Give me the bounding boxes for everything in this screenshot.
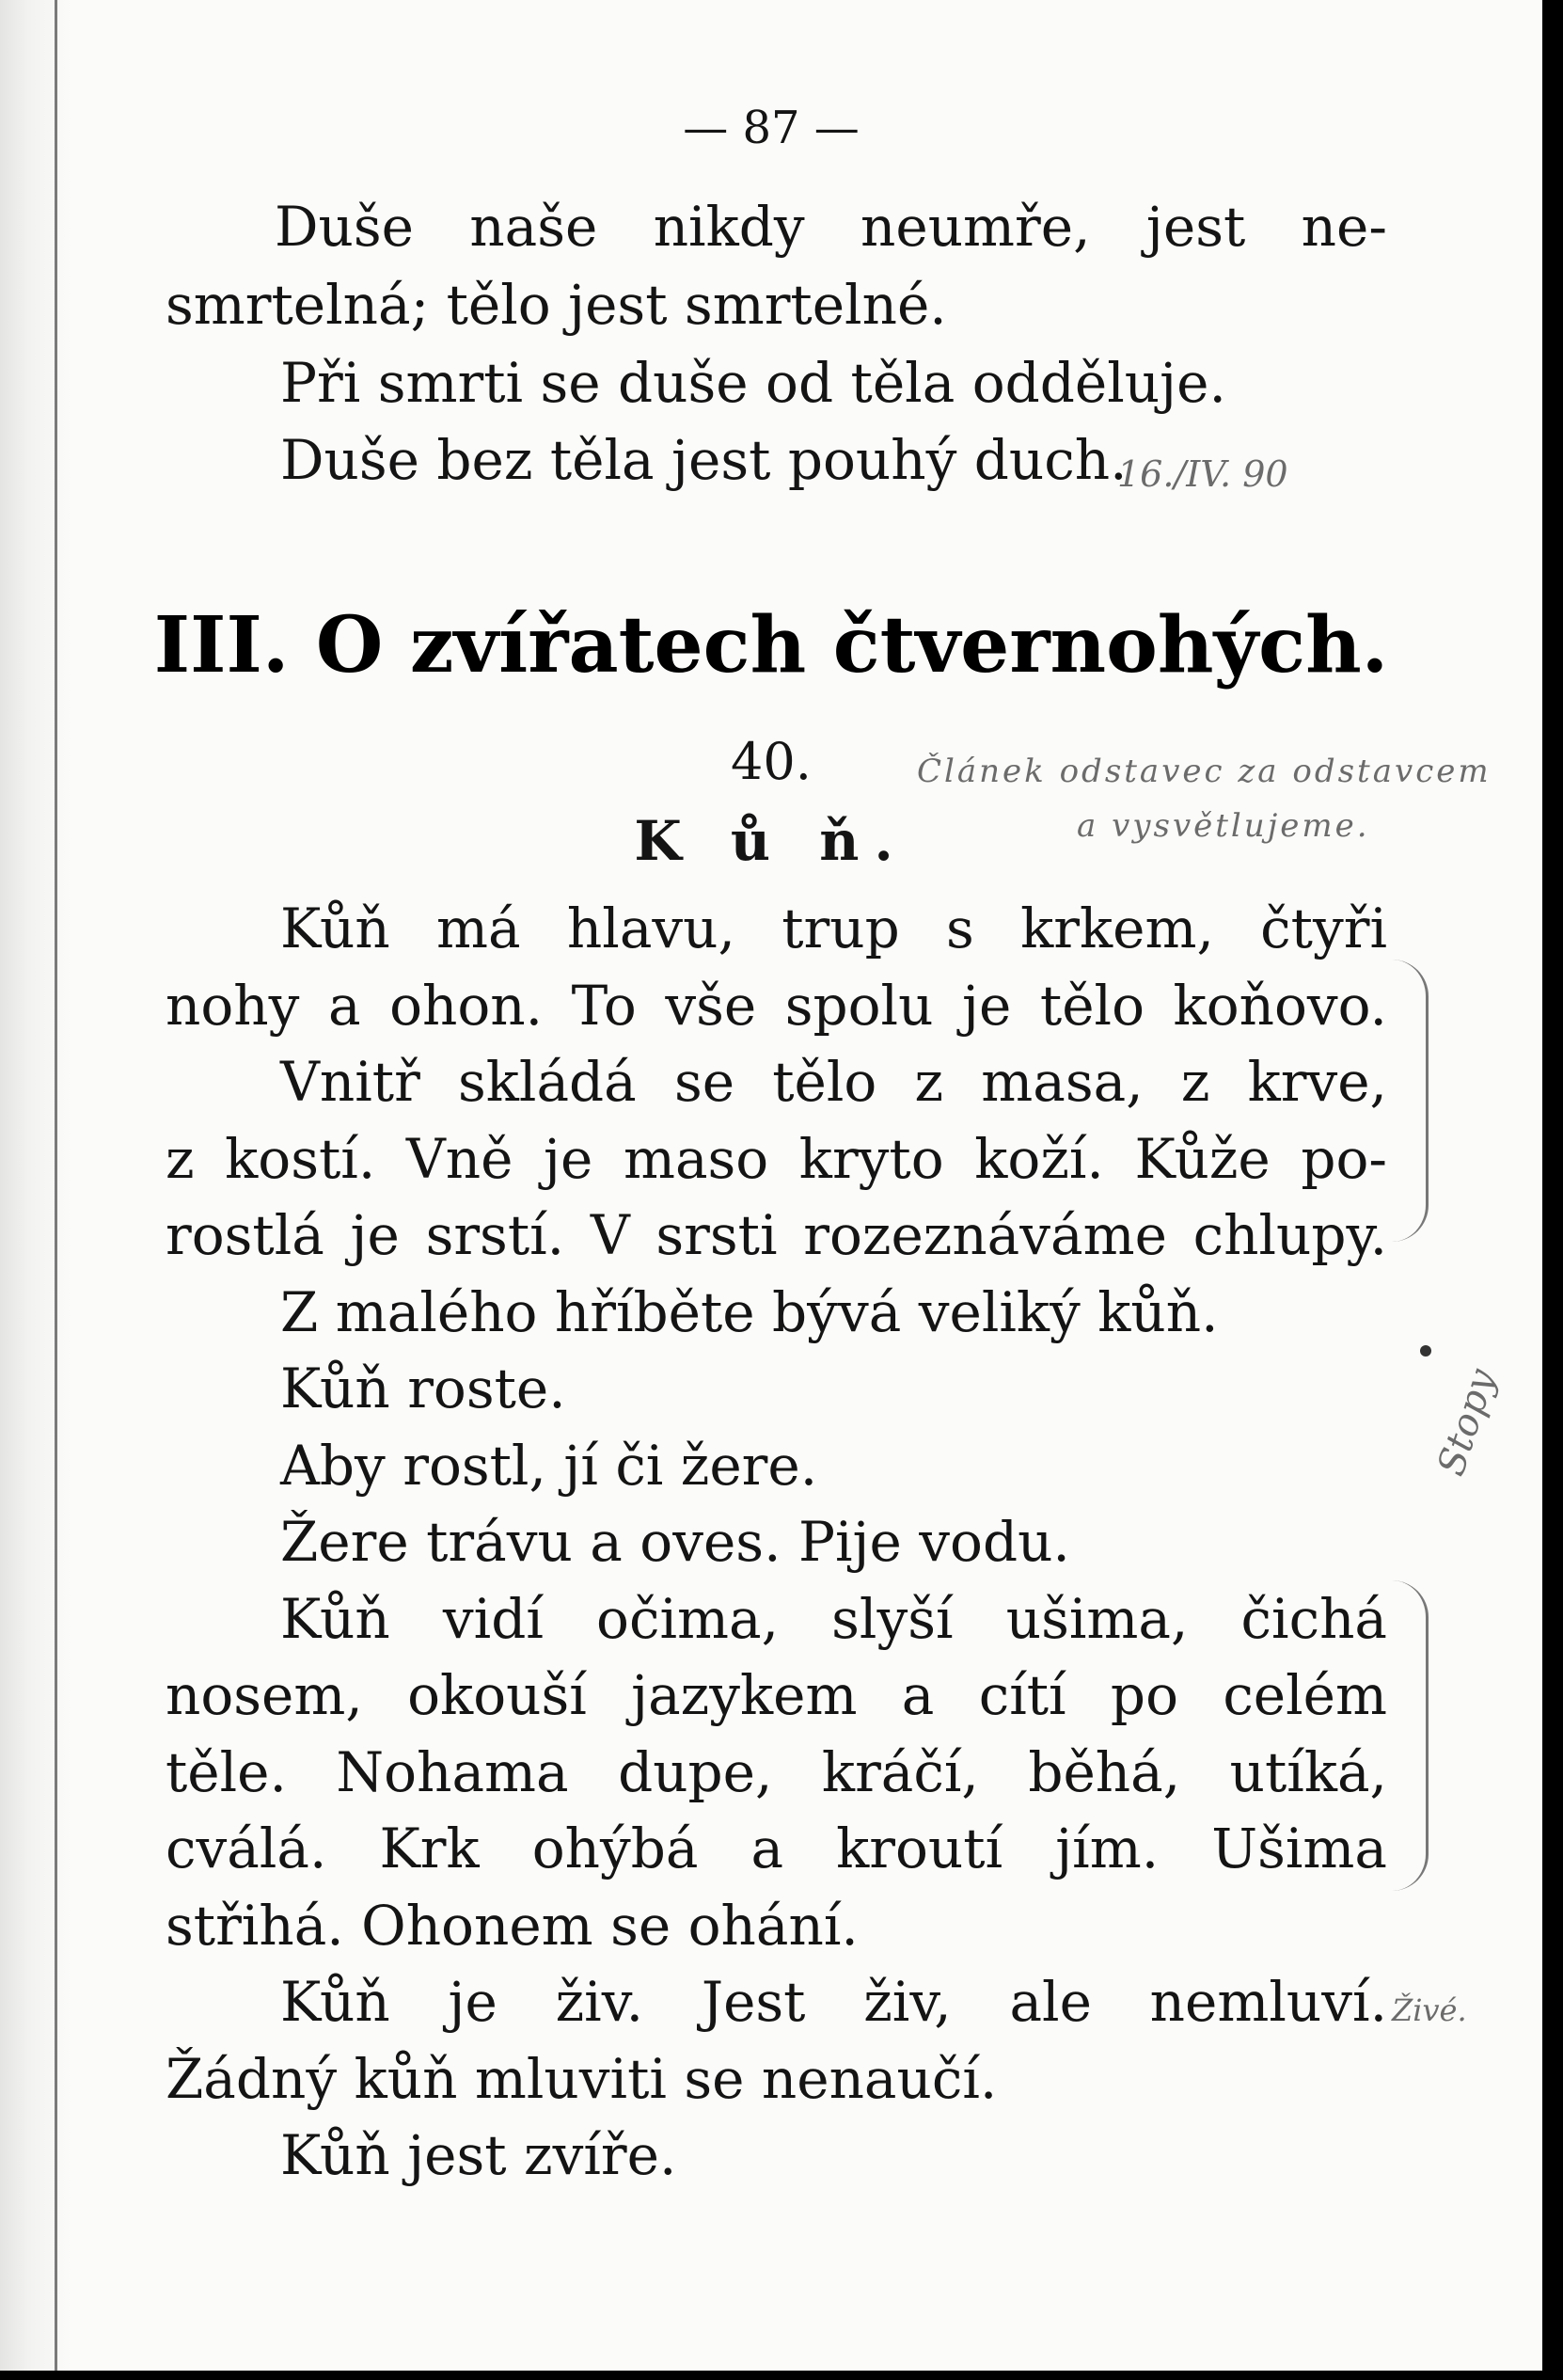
handwritten-note-line-1: Článek odstavec za odstavcem — [917, 753, 1492, 790]
margin-bracket-upper — [1392, 960, 1429, 1242]
section-heading: III. O zvířatech čtvernohých. — [153, 600, 1389, 690]
page-gutter-line — [55, 0, 57, 2380]
handwritten-date-note: 16./IV. 90 — [1117, 453, 1288, 495]
lesson-number: 40. — [731, 732, 812, 791]
page-number: — 87 — — [683, 102, 860, 154]
handwritten-note-line-2: a vysvětlujeme. — [1077, 807, 1370, 845]
intro-word: naše — [469, 195, 598, 259]
body-line: Žádný kůň mluviti se nenaučí. — [166, 2047, 998, 2111]
body-line: Kůň je živ. Jest živ, ale nemluví. — [280, 1970, 1387, 2034]
intro-word: ne- — [1301, 195, 1387, 259]
intro-line-1 — [275, 195, 1387, 259]
body-line: Z malého hříběte bývá veliký kůň. — [280, 1280, 1219, 1344]
body-line: Vnitř skládá se tělo z masa, z krve, — [280, 1050, 1387, 1114]
body-line: těle. Nohama dupe, kráčí, běhá, utíká, — [166, 1740, 1387, 1804]
intro-word: nikdy — [653, 195, 805, 259]
body-line: nohy a ohon. To vše spolu je tělo koňovo. — [166, 974, 1387, 1038]
intro-line-4: Duše bez těla jest pouhý duch. — [280, 428, 1128, 492]
intro-word: neumře, — [860, 195, 1091, 259]
body-line: z kostí. Vně je maso kryto koží. Kůže po- — [166, 1127, 1387, 1191]
body-line: rostlá je srstí. V srsti rozeznáváme chlupy. — [166, 1203, 1387, 1267]
intro-word: jest — [1145, 195, 1246, 259]
margin-bracket-lower — [1392, 1580, 1429, 1891]
handwritten-margin-note: Stopy — [1429, 1363, 1505, 1482]
body-line: Žere trávu a oves. Pije vodu. — [280, 1510, 1070, 1574]
scan-border-bottom — [0, 2371, 1563, 2380]
body-line: nosem, okouší jazykem a cítí po celém — [166, 1663, 1387, 1727]
body-line: střihá. Ohonem se ohání. — [166, 1894, 859, 1958]
body-line: Kůň roste. — [280, 1357, 566, 1420]
body-line: cválá. Krk ohýbá a kroutí jím. Ušima — [166, 1817, 1387, 1880]
lesson-title: K ů ň. — [634, 809, 908, 873]
intro-line-2: smrtelná; tělo jest smrtelné. — [166, 273, 947, 337]
intro-line-3: Při smrti se duše od těla odděluje. — [280, 351, 1226, 415]
body-line: Kůň vidí očima, slyší ušima, čichá — [280, 1587, 1387, 1651]
intro-word: Duše — [275, 195, 414, 259]
scan-border-right — [1542, 0, 1563, 2380]
body-line: Kůň má hlavu, trup s krkem, čtyři — [280, 896, 1387, 960]
body-line: Kůň jest zvíře. — [280, 2123, 677, 2187]
page-edge-shadow — [0, 0, 71, 2380]
handwritten-margin-word: Živé. — [1392, 1992, 1467, 2028]
body-line: Aby rostl, jí či žere. — [280, 1434, 818, 1498]
ink-dot — [1420, 1345, 1431, 1357]
